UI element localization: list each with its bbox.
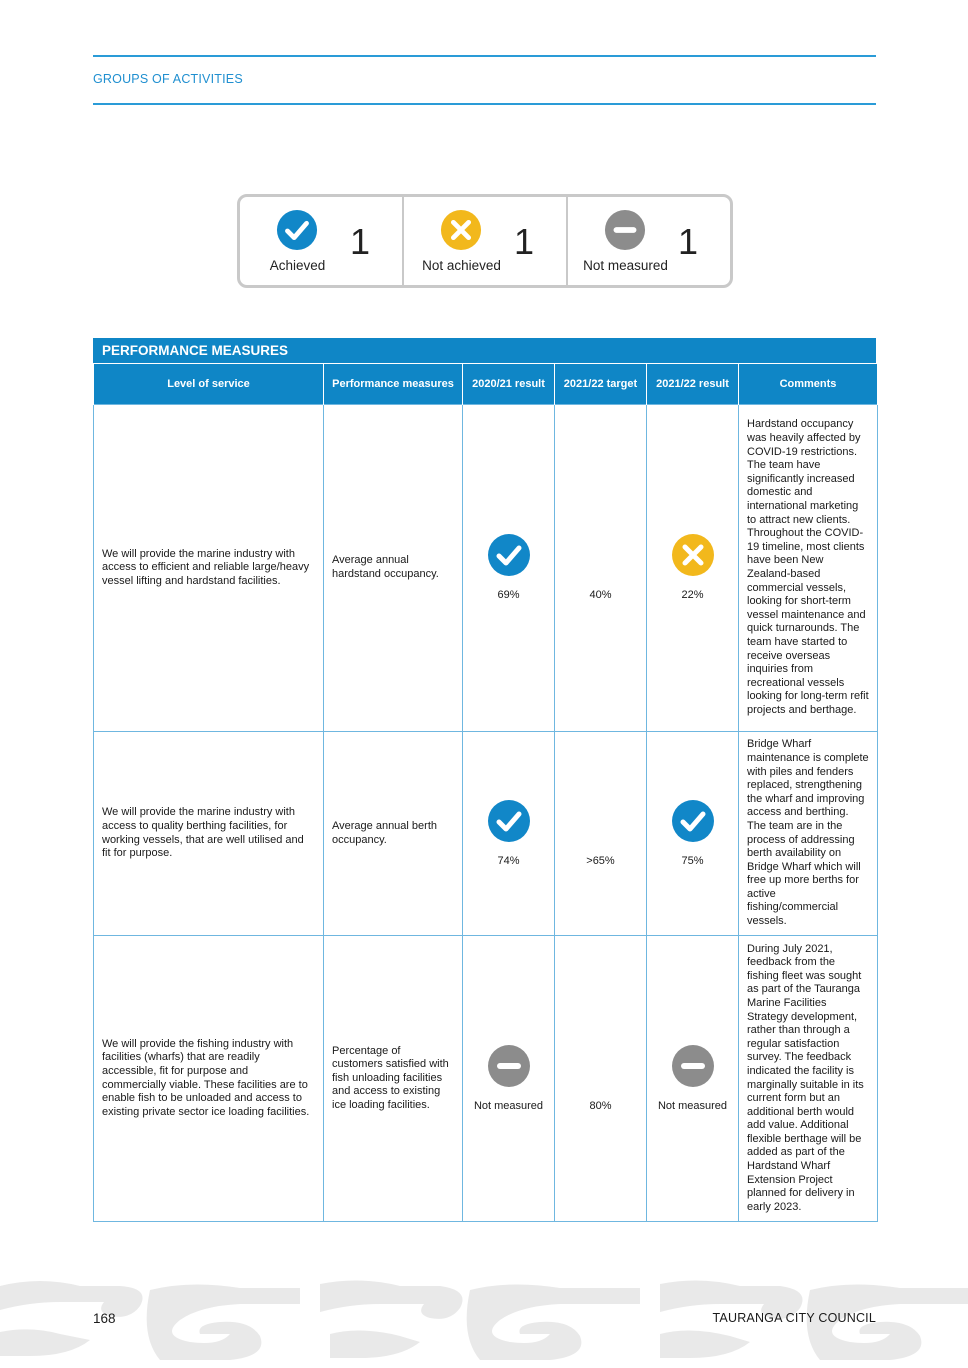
result-2020-value: 74% xyxy=(497,854,520,867)
target-2021 xyxy=(555,732,647,936)
target-value: 40% xyxy=(589,589,612,602)
table-row xyxy=(94,405,878,732)
result-2021-cell xyxy=(647,936,739,1222)
not-achieved-label: Not achieved xyxy=(422,258,501,273)
summary-not-measured xyxy=(568,197,730,285)
check-circle-icon xyxy=(487,533,531,577)
minus-circle-icon xyxy=(604,209,646,251)
result-2020-cell xyxy=(463,732,555,936)
level-of-service: We will provide the marine industry with access to efficient and reliable large/heavy vessel lifting and hardstand facilities. xyxy=(94,405,324,732)
not-measured-count: 1 xyxy=(677,221,698,262)
page-number: 168 xyxy=(93,1311,116,1326)
level-of-service: We will provide the marine industry with access to quality berthing facilities, for working vessels, that are well utilised and fit for purpose. xyxy=(94,732,324,936)
cross-circle-icon xyxy=(440,209,482,251)
comment: Hardstand occupancy was heavily affected by COVID-19 restrictions. The team have significantly increased domestic and international marketing to attract new clients. Throughout the COVID-19 timeline, most clients have been New Zealand-based commercial vessels, looking for short-term vessel maintenance and quick turnarounds. The team have started to receive overseas inquiries from recreational vessels looking for long-term refit projects and berthage. xyxy=(739,405,878,732)
comment: Bridge Wharf maintenance is complete with piles and fenders replaced, strengthening the wharf and improving access and berthing. The team are in the process of addressing berth availability on Bridge Wharf which will free up more berths for active fishing/commercial vessels. xyxy=(739,732,878,936)
performance-measure: Average annual berth occupancy. xyxy=(324,732,463,936)
council-name: TAURANGA CITY COUNCIL xyxy=(712,1311,876,1325)
level-of-service: We will provide the fishing industry with facilities (wharfs) that are readily accessible, fit for purpose and commercially viable. These facilities are to enable fish to be unloaded and access to existing private sector ice loading facilities. xyxy=(94,936,324,1222)
result-2020-value: Not measured xyxy=(473,1099,544,1112)
comment: During July 2021, feedback from the fishing fleet was sought as part of the Tauranga Marine Facilities Strategy development, rather than through a regular satisfaction survey. The feedback indicated the facility is marginally suitable in its current form but an additional berth would add value. Additional flexible berthage will be added as part of the Hardstand Wharf Extension Project planned for delivery in early 2023. xyxy=(739,936,878,1222)
check-circle-icon xyxy=(671,799,715,843)
achieved-label: Achieved xyxy=(269,258,326,273)
summary-achieved xyxy=(240,197,404,285)
performance-measure: Percentage of customers satisfied with fish unloading facilities and access to existing ice loading facilities. xyxy=(324,936,463,1222)
minus-circle-icon xyxy=(487,1044,531,1088)
result-2021-cell xyxy=(647,732,739,936)
table-row xyxy=(94,936,878,1222)
result-2021-cell xyxy=(647,405,739,732)
col-header-2021-result: 2021/22 result xyxy=(647,364,739,405)
col-header-2020-result: 2020/21 result xyxy=(463,364,555,405)
achieved-count: 1 xyxy=(349,221,370,262)
header-bottom-rule xyxy=(93,103,876,105)
performance-measures-table xyxy=(93,364,878,1222)
check-circle-icon xyxy=(276,209,318,251)
target-2021 xyxy=(555,405,647,732)
performance-measure: Average annual hardstand occupancy. xyxy=(324,405,463,732)
not-achieved-count: 1 xyxy=(513,221,534,262)
check-circle-icon xyxy=(487,799,531,843)
target-2021 xyxy=(555,936,647,1222)
result-2020-cell xyxy=(463,405,555,732)
col-header-comments: Comments xyxy=(739,364,878,405)
target-value: >65% xyxy=(586,854,615,867)
section-title: GROUPS OF ACTIVITIES xyxy=(93,72,243,86)
header-top-rule xyxy=(93,55,876,57)
result-2021-value: Not measured xyxy=(657,1099,728,1112)
cross-circle-icon xyxy=(671,533,715,577)
col-header-measure: Performance measures xyxy=(324,364,463,405)
col-header-level: Level of service xyxy=(94,364,324,405)
minus-circle-icon xyxy=(671,1044,715,1088)
summary-not-achieved xyxy=(404,197,568,285)
result-2020-value: 69% xyxy=(497,589,520,602)
col-header-2021-target: 2021/22 target xyxy=(555,364,647,405)
result-2020-cell xyxy=(463,936,555,1222)
table-header-row xyxy=(94,364,878,405)
target-value: 80% xyxy=(589,1099,612,1112)
not-measured-label: Not measured xyxy=(583,258,668,273)
results-summary xyxy=(237,194,733,288)
table-row xyxy=(94,732,878,936)
result-2021-value: 22% xyxy=(681,589,704,602)
performance-measures-title: PERFORMANCE MEASURES xyxy=(93,338,876,364)
result-2021-value: 75% xyxy=(681,854,704,867)
